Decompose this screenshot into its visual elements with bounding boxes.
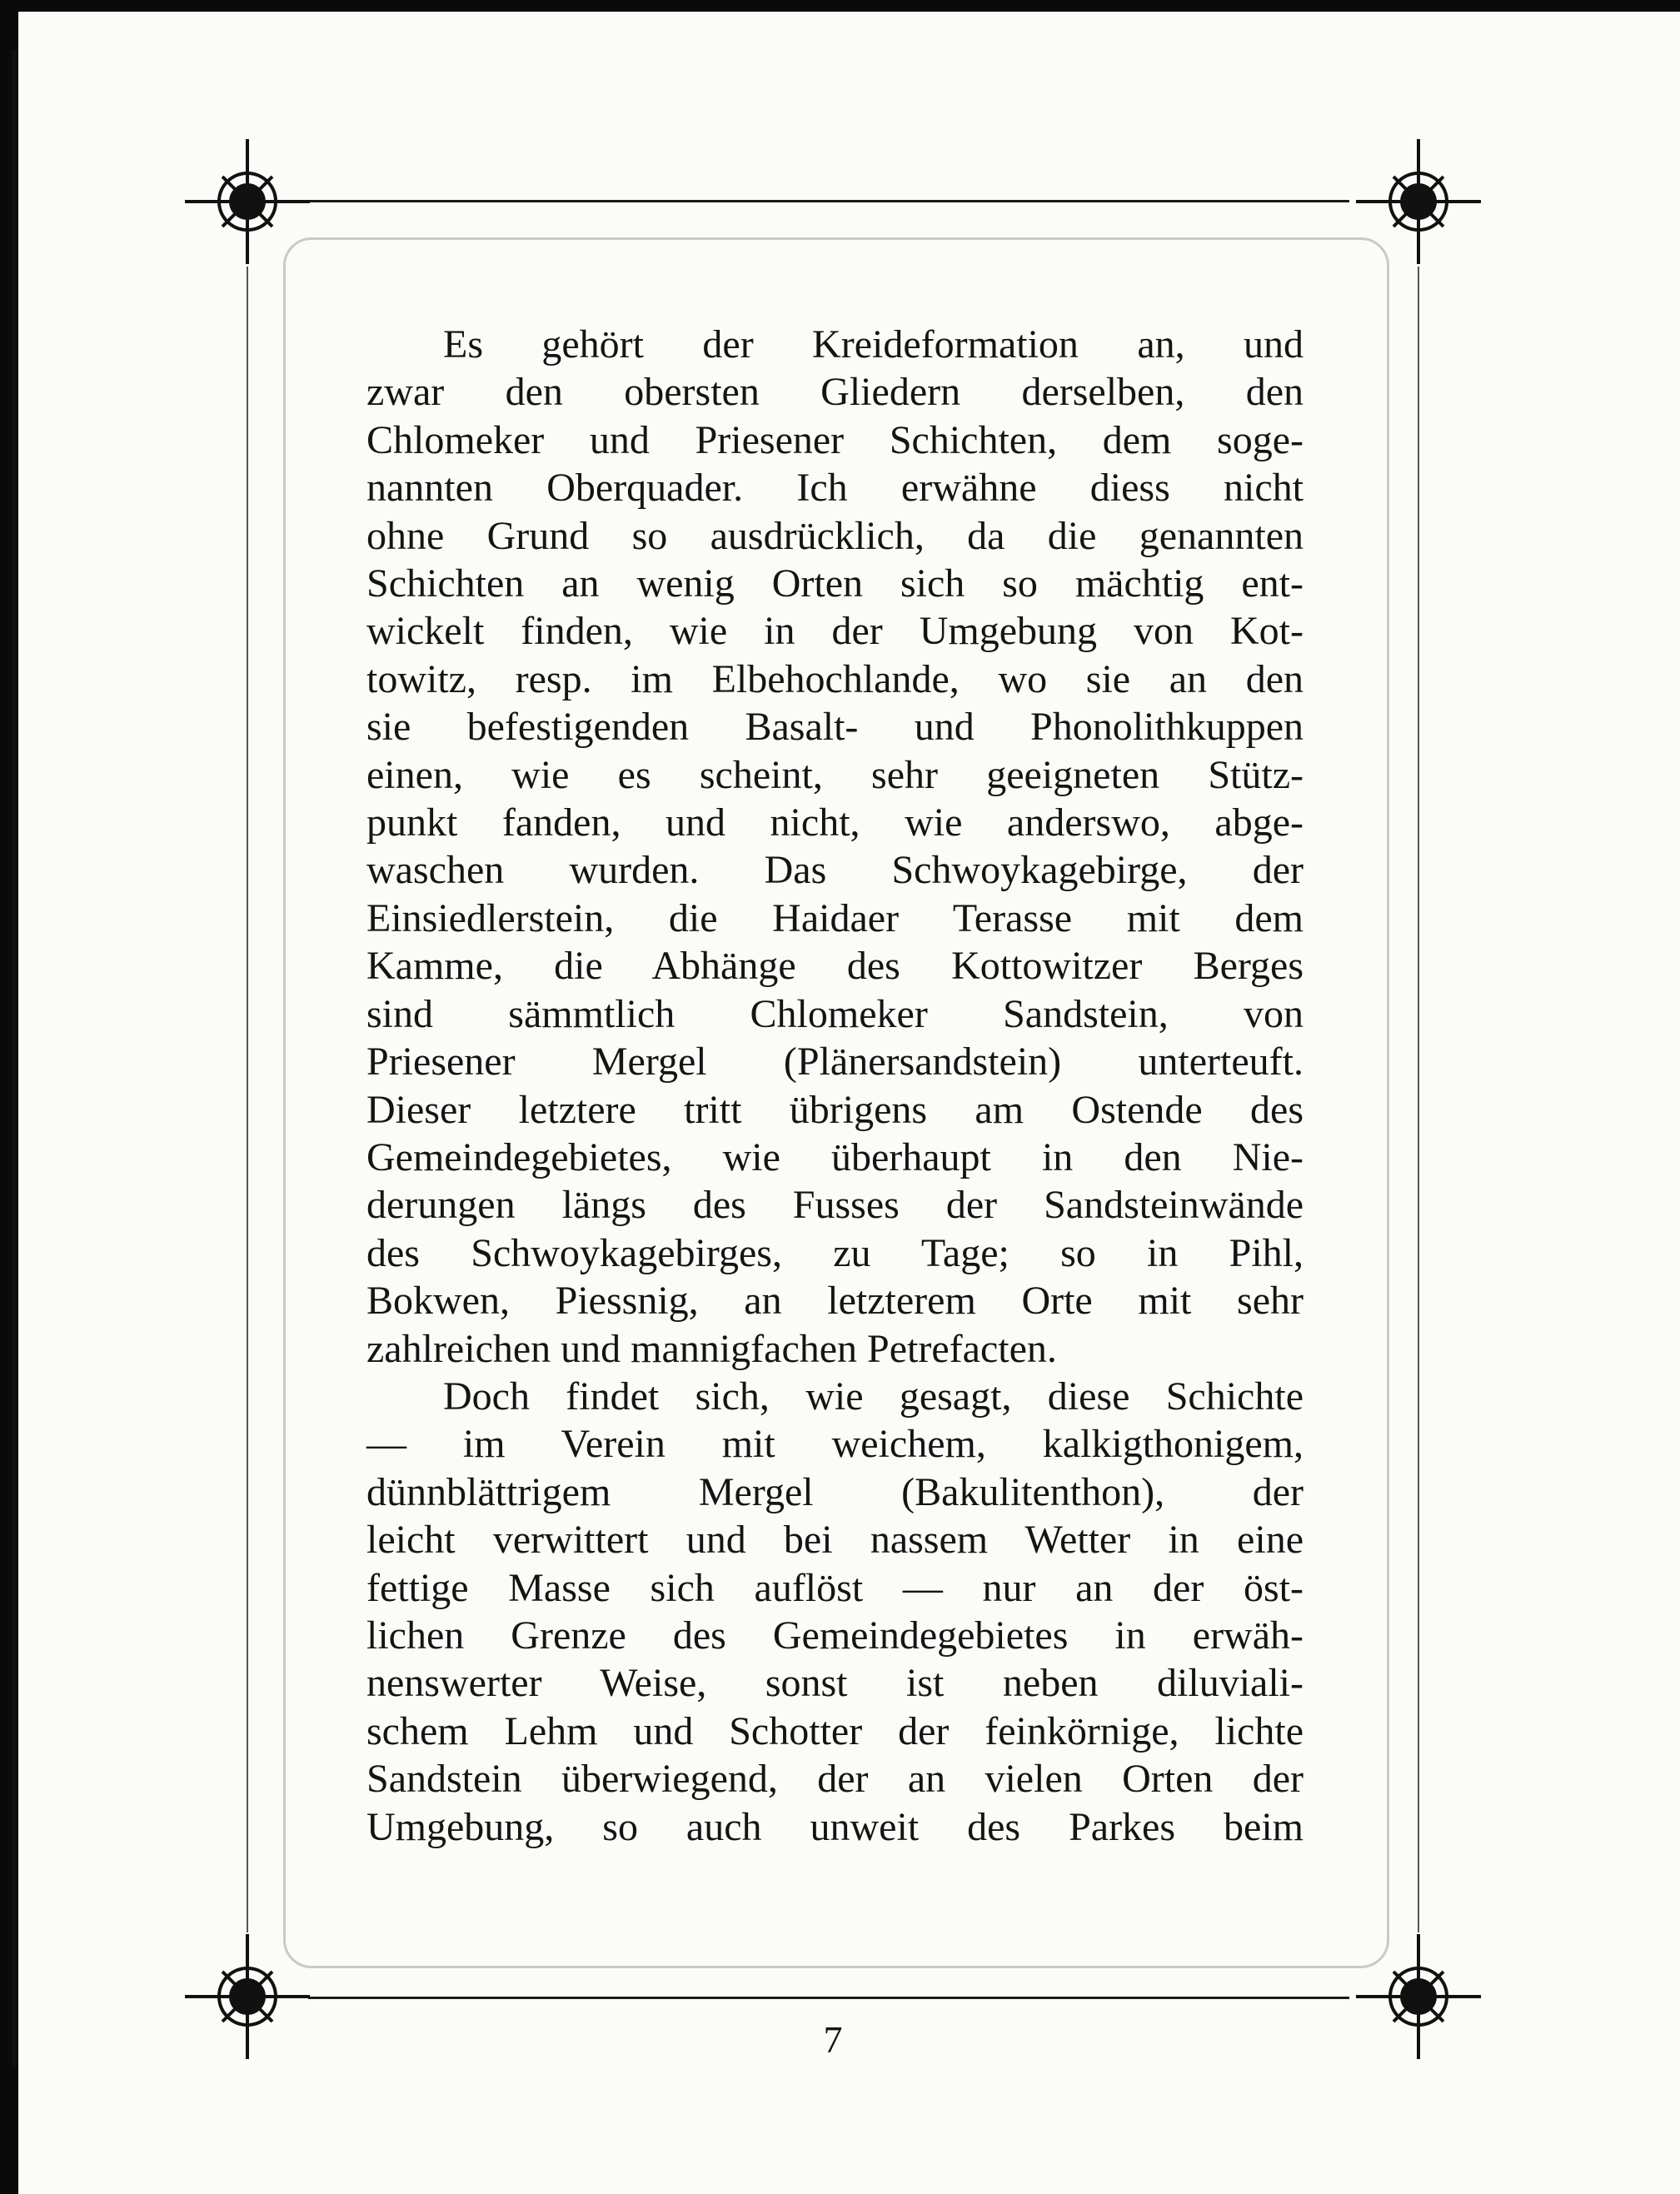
frame-right-line	[1418, 267, 1419, 1932]
text-line: Sandstein überwiegend, der an vielen Orten der	[366, 1757, 1304, 1802]
text-line: Priesener Mergel (Plänersandstein) unterteuft.	[366, 1040, 1304, 1085]
text-line: derungen längs des Fusses der Sandsteinwände	[366, 1183, 1304, 1228]
text-line: des Schwoykagebirges, zu Tage; so in Pihl,	[366, 1230, 1304, 1275]
frame-left-line	[247, 267, 248, 1932]
text-line: leicht verwittert und bei nassem Wetter in eine	[366, 1518, 1304, 1563]
corner-ornament-icon	[185, 139, 310, 264]
text-line: towitz, resp. im Elbehochlande, wo sie an den	[366, 656, 1304, 701]
corner-ornament-icon	[1356, 1934, 1481, 2059]
text-line: Chlomeker und Priesener Schichten, dem soge-	[366, 417, 1304, 462]
text-line: Es gehört der Kreideformation an, und	[443, 322, 1304, 366]
text-line: wickelt finden, wie in der Umgebung von Kot-	[366, 609, 1304, 654]
text-line: dünnblättrigem Mergel (Bakulitenthon), der	[366, 1469, 1304, 1514]
text-line: punkt fanden, und nicht, wie anderswo, abge-	[366, 800, 1304, 845]
book-spine-edge	[12, 50, 17, 2066]
text-line: Umgebung, so auch unweit des Parkes beim	[366, 1804, 1304, 1849]
text-line: Schichten an wenig Orten sich so mächtig ent-	[366, 561, 1304, 606]
text-line: waschen wurden. Das Schwoykagebirge, der	[366, 848, 1304, 893]
text-line: Gemeindegebietes, wie überhaupt in den Nie-	[366, 1134, 1304, 1179]
text-line: Einsiedlerstein, die Haidaer Terasse mit dem	[366, 895, 1304, 940]
text-line: zwar den obersten Gliedern derselben, den	[366, 370, 1304, 415]
text-line: Bokwen, Piessnig, an letzterem Orte mit sehr	[366, 1279, 1304, 1324]
text-line: Dieser letztere tritt übrigens am Ostende des	[366, 1087, 1304, 1132]
text-line: fettige Masse sich auflöst — nur an der öst-	[366, 1565, 1304, 1610]
text-line: Kamme, die Abhänge des Kottowitzer Berges	[366, 944, 1304, 989]
text-line: zahlreichen und mannigfachen Petrefacten.	[366, 1326, 1057, 1371]
text-line: nenswerter Weise, sonst ist neben diluviali-	[366, 1661, 1304, 1706]
text-line: nannten Oberquader. Ich erwähne diess nicht	[366, 466, 1304, 511]
text-line: lichen Grenze des Gemeindegebietes in erwäh-	[366, 1613, 1304, 1658]
page-number: 7	[823, 2018, 843, 2061]
body-text	[366, 321, 1304, 1851]
text-line: — im Verein mit weichem, kalkigthonigem,	[366, 1422, 1304, 1467]
corner-ornament-icon	[185, 1934, 310, 2059]
text-line: schem Lehm und Schotter der feinkörnige, lichte	[366, 1708, 1304, 1753]
corner-ornament-icon	[1356, 139, 1481, 264]
text-line: sie befestigenden Basalt- und Phonolithkuppen	[366, 705, 1304, 750]
frame-top-line	[308, 200, 1349, 202]
frame-bottom-line	[308, 1997, 1349, 1999]
text-line: sind sämmtlich Chlomeker Sandstein, von	[366, 991, 1304, 1036]
text-line: Doch findet sich, wie gesagt, diese Schichte	[443, 1374, 1304, 1419]
text-line: einen, wie es scheint, sehr geeigneten Stütz-	[366, 752, 1304, 797]
text-line: ohne Grund so ausdrücklich, da die genannten	[366, 513, 1304, 558]
